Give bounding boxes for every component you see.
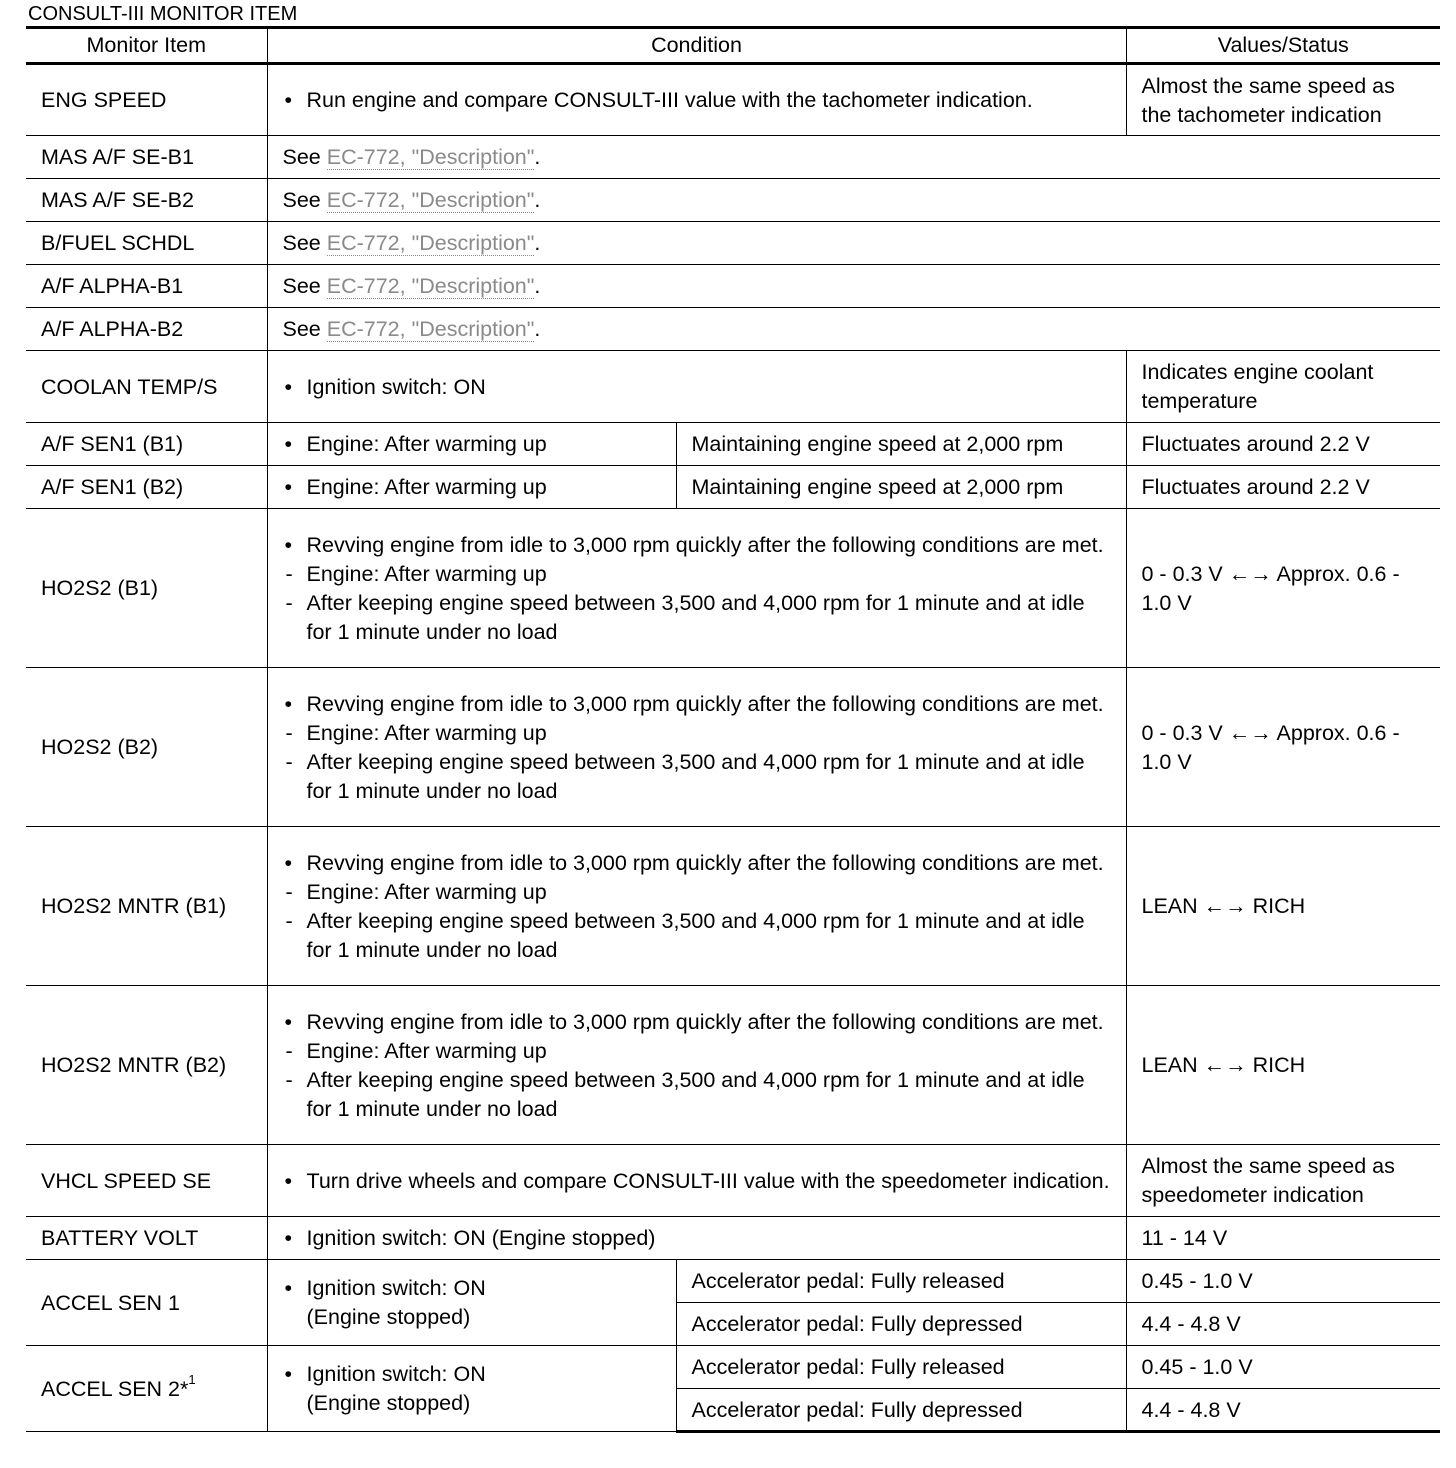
condition-cell [267, 64, 1126, 136]
condition-dash: - Engine: After warming up [283, 719, 1112, 748]
table-row [26, 827, 1440, 986]
table-row [26, 351, 1440, 423]
condition-cell [267, 179, 1440, 222]
value-cell: 0.45 - 1.0 V [1126, 1260, 1440, 1303]
condition-bullet: • Revving engine from idle to 3,000 rpm quickly after the following conditions are met. [283, 849, 1112, 878]
monitor-item-cell: ACCEL SEN 1 [26, 1260, 267, 1346]
value-cell: LEAN ←→ RICH [1126, 827, 1440, 986]
value-cell: 0.45 - 1.0 V [1126, 1346, 1440, 1389]
value-cell: Fluctuates around 2.2 V [1126, 423, 1440, 466]
table-row [26, 1260, 1440, 1303]
page-title: CONSULT-III MONITOR ITEM [28, 3, 298, 25]
condition-dash: - After keeping engine speed between 3,500 and 4,000 rpm for 1 minute and at idle for 1 minute under no load [283, 907, 1112, 965]
header-row [26, 28, 1440, 64]
monitor-item-cell: HO2S2 MNTR (B1) [26, 827, 267, 986]
monitor-item-cell: HO2S2 (B2) [26, 668, 267, 827]
table-row [26, 222, 1440, 265]
monitor-item-cell: A/F SEN1 (B1) [26, 423, 267, 466]
value-cell: 0 - 0.3 V ←→ Approx. 0.6 - 1.0 V [1126, 668, 1440, 827]
monitor-item-cell: MAS A/F SE-B1 [26, 136, 267, 179]
condition-cell [267, 423, 676, 466]
table-row [26, 179, 1440, 222]
see-text: See [282, 274, 327, 298]
monitor-item-table [26, 26, 1440, 1433]
condition-cell [267, 827, 1126, 986]
condition-bullet [283, 1274, 662, 1332]
condition-bullet: • Engine: After warming up [283, 430, 662, 459]
monitor-item-cell [26, 1346, 267, 1432]
description-link[interactable]: EC-772, "Description" [326, 145, 535, 169]
monitor-item-cell: B/FUEL SCHDL [26, 222, 267, 265]
condition-bullet: • Revving engine from idle to 3,000 rpm quickly after the following conditions are met. [283, 690, 1112, 719]
table-row [26, 986, 1440, 1145]
monitor-item-cell: A/F ALPHA-B1 [26, 265, 267, 308]
condition-bullet: • Engine: After warming up [283, 473, 662, 502]
footnote-marker: 1 [188, 1372, 196, 1388]
monitor-item-cell: COOLAN TEMP/S [26, 351, 267, 423]
condition-cell [267, 265, 1440, 308]
header-monitor-item: Monitor Item [26, 28, 267, 64]
monitor-item-cell: BATTERY VOLT [26, 1217, 267, 1260]
period: . [534, 274, 541, 298]
value-cell: 11 - 14 V [1126, 1217, 1440, 1260]
condition-bullet: • Turn drive wheels and compare CONSULT-III value with the speedometer indication. [283, 1167, 1112, 1196]
condition-bullet [283, 1360, 662, 1418]
see-text: See [282, 231, 327, 255]
condition-cell [267, 986, 1126, 1145]
period: . [534, 188, 541, 212]
sub-condition-cell: Maintaining engine speed at 2,000 rpm [676, 466, 1126, 509]
condition-cell [267, 351, 1126, 423]
table-row [26, 136, 1440, 179]
condition-cell [267, 222, 1440, 265]
condition-bullet: • Ignition switch: ON (Engine stopped) [283, 1224, 1112, 1253]
condition-cell [267, 308, 1440, 351]
condition-bullet: • Run engine and compare CONSULT-III value with the tachometer indication. [283, 86, 1112, 115]
table-row [26, 265, 1440, 308]
condition-dash: - After keeping engine speed between 3,500 and 4,000 rpm for 1 minute and at idle for 1 minute under no load [283, 589, 1112, 647]
condition-bullet: • Revving engine from idle to 3,000 rpm quickly after the following conditions are met. [283, 1008, 1112, 1037]
table-row [26, 308, 1440, 351]
value-cell: LEAN ←→ RICH [1126, 986, 1440, 1145]
monitor-item-cell: A/F SEN1 (B2) [26, 466, 267, 509]
see-text: See [282, 145, 327, 169]
sub-condition-cell: Accelerator pedal: Fully depressed [676, 1389, 1126, 1432]
condition-cell [267, 1260, 676, 1346]
sub-condition-cell: Accelerator pedal: Fully released [676, 1260, 1126, 1303]
period: . [534, 145, 541, 169]
header-values-status: Values/Status [1126, 28, 1440, 64]
condition-cell [267, 509, 1126, 668]
value-cell: Indicates engine coolant temperature [1126, 351, 1440, 423]
description-link[interactable]: EC-772, "Description" [326, 231, 535, 255]
table-row [26, 423, 1440, 466]
condition-cell [267, 1346, 676, 1432]
table-row [26, 668, 1440, 827]
condition-cell [267, 668, 1126, 827]
table-row [26, 1145, 1440, 1217]
value-cell: 4.4 - 4.8 V [1126, 1303, 1440, 1346]
monitor-item-cell: MAS A/F SE-B2 [26, 179, 267, 222]
see-text: See [282, 188, 327, 212]
condition-line: Ignition switch: ON [306, 1276, 486, 1300]
table-row [26, 64, 1440, 136]
condition-cell [267, 1145, 1126, 1217]
condition-dash: - Engine: After warming up [283, 560, 1112, 589]
condition-bullet: • Ignition switch: ON [283, 373, 1112, 402]
sub-condition-cell: Maintaining engine speed at 2,000 rpm [676, 423, 1126, 466]
value-cell: Almost the same speed as the tachometer indication [1126, 64, 1440, 136]
condition-dash: - Engine: After warming up [283, 878, 1112, 907]
condition-line: (Engine stopped) [306, 1391, 471, 1415]
period: . [534, 317, 541, 341]
period: . [534, 231, 541, 255]
header-condition: Condition [267, 28, 1126, 64]
monitor-item-cell: A/F ALPHA-B2 [26, 308, 267, 351]
condition-cell [267, 1217, 1126, 1260]
monitor-item-cell: HO2S2 MNTR (B2) [26, 986, 267, 1145]
value-cell: Almost the same speed as speedometer indication [1126, 1145, 1440, 1217]
condition-line: Ignition switch: ON [306, 1362, 486, 1386]
value-cell: 4.4 - 4.8 V [1126, 1389, 1440, 1432]
monitor-item-cell: ENG SPEED [26, 64, 267, 136]
value-cell: Fluctuates around 2.2 V [1126, 466, 1440, 509]
table-row [26, 1217, 1440, 1260]
sub-condition-cell: Accelerator pedal: Fully depressed [676, 1303, 1126, 1346]
condition-bullet: • Revving engine from idle to 3,000 rpm quickly after the following conditions are met. [283, 531, 1112, 560]
see-text: See [282, 317, 327, 341]
description-link[interactable]: EC-772, "Description" [326, 188, 535, 212]
sub-condition-cell: Accelerator pedal: Fully released [676, 1346, 1126, 1389]
condition-dash: - After keeping engine speed between 3,500 and 4,000 rpm for 1 minute and at idle for 1 minute under no load [283, 1066, 1112, 1124]
condition-cell [267, 136, 1440, 179]
table-row [26, 466, 1440, 509]
table-row [26, 1346, 1440, 1389]
condition-dash: - After keeping engine speed between 3,500 and 4,000 rpm for 1 minute and at idle for 1 minute under no load [283, 748, 1112, 806]
value-cell: 0 - 0.3 V ←→ Approx. 0.6 - 1.0 V [1126, 509, 1440, 668]
description-link[interactable]: EC-772, "Description" [326, 317, 535, 341]
condition-cell [267, 466, 676, 509]
table-row [26, 509, 1440, 668]
condition-dash: - Engine: After warming up [283, 1037, 1112, 1066]
condition-line: (Engine stopped) [306, 1305, 471, 1329]
description-link[interactable]: EC-772, "Description" [326, 274, 535, 298]
monitor-item-cell: HO2S2 (B1) [26, 509, 267, 668]
monitor-item-cell: VHCL SPEED SE [26, 1145, 267, 1217]
monitor-item-label: ACCEL SEN 2* [41, 1376, 189, 1401]
